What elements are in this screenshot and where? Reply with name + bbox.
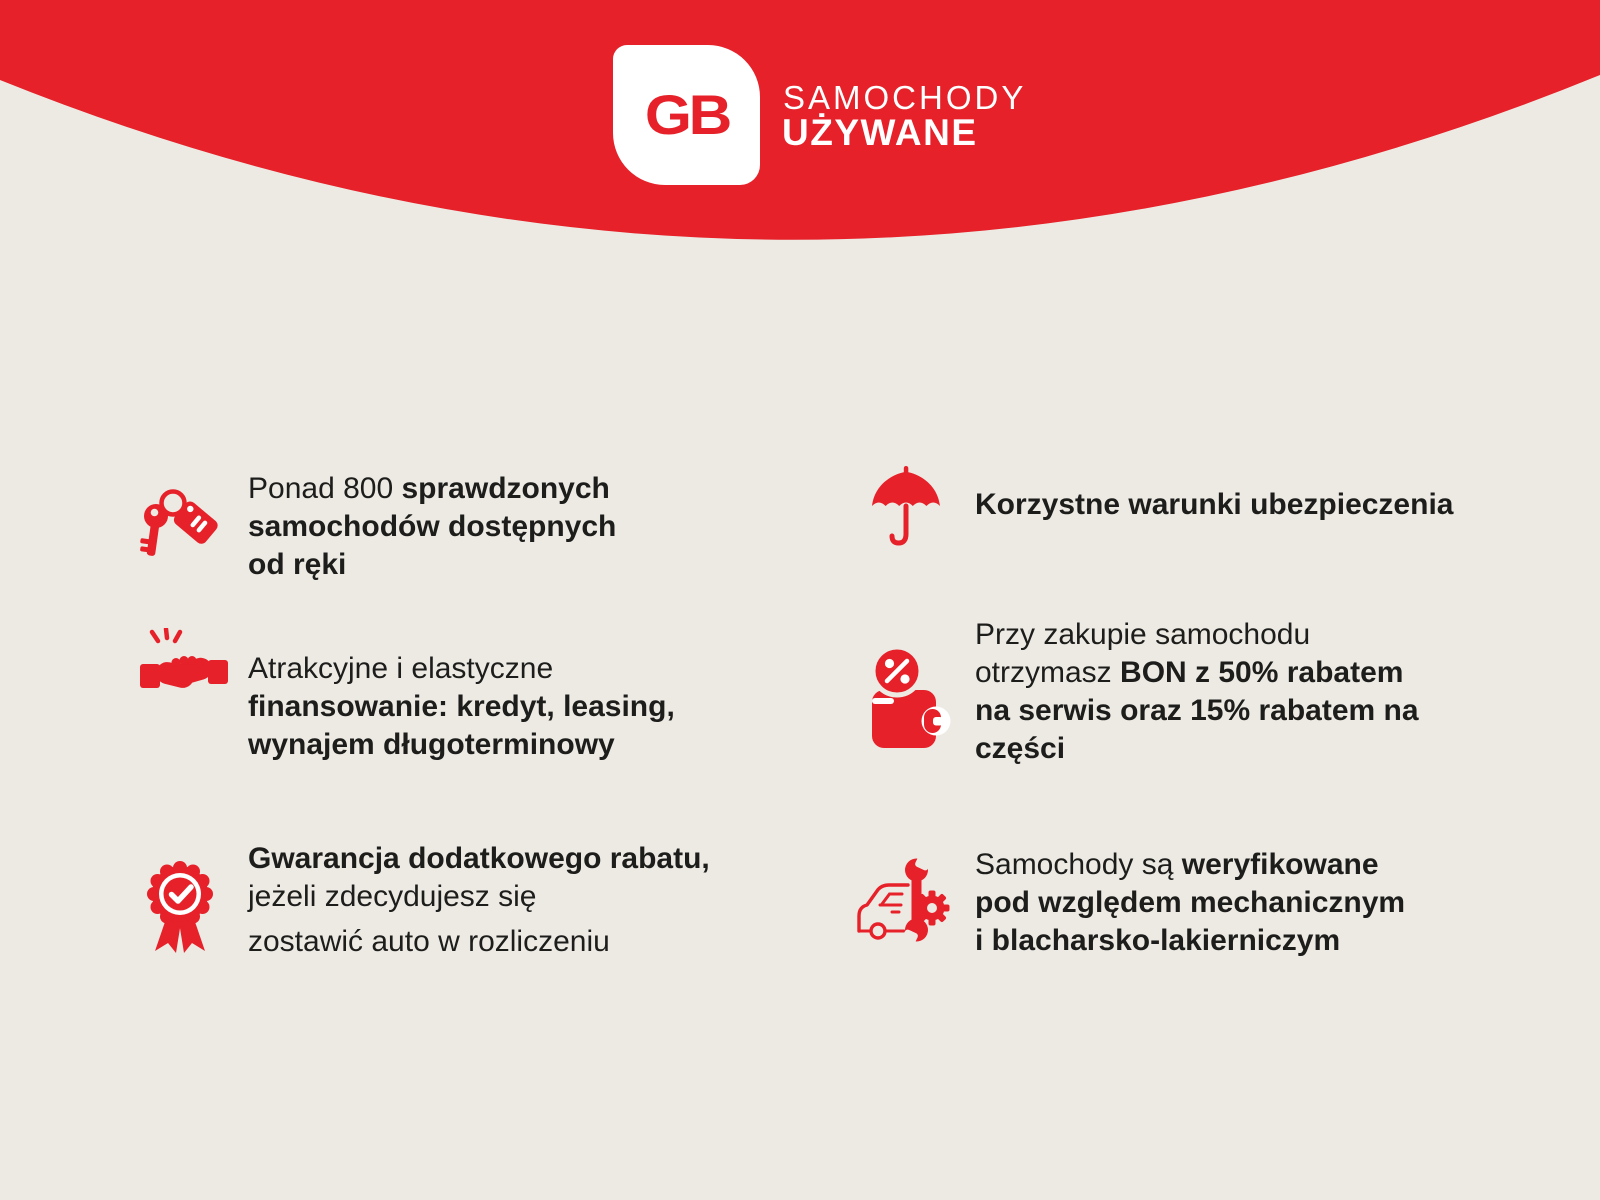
feature-text-regular: jeżeli zdecydujesz się (248, 880, 537, 913)
handshake-icon (140, 628, 228, 721)
feature-text-line (975, 846, 1405, 884)
award-ribbon-icon (142, 854, 218, 967)
feature-text-bold: weryfikowane (1181, 848, 1379, 881)
feature-text-bold: Gwarancja dodatkowego rabatu, (248, 842, 710, 875)
feature-text-bold: samochodów dostępnych (248, 510, 617, 543)
feature-text-bold: BON z 50% rabatem (1120, 656, 1404, 689)
gb-logo-monogram: GB (644, 82, 729, 146)
wallet-percent-icon (870, 646, 958, 755)
feature-financing-text (248, 650, 675, 764)
car-service-icon (856, 852, 956, 951)
brand-uzywane-label: UŻYWANE (782, 112, 978, 153)
feature-text-line (975, 922, 1405, 960)
feature-text-line (248, 923, 710, 961)
feature-text-bold: części (975, 732, 1066, 765)
feature-verification-text (975, 846, 1405, 960)
feature-text-regular: Przy zakupie samochodu (975, 618, 1311, 651)
feature-text-regular: Atrakcyjne i elastyczne (248, 652, 554, 685)
feature-text-line (248, 726, 675, 764)
feature-text-regular: Samochody są (975, 848, 1182, 881)
feature-text-bold: od ręki (248, 548, 347, 581)
gb-logo (613, 45, 760, 185)
feature-text-line (975, 654, 1419, 692)
feature-inventory-text (248, 470, 616, 584)
brand-samochody-label: SAMOCHODY (783, 79, 1027, 116)
feature-text-line (248, 650, 675, 688)
header-red-curve (0, 0, 1600, 410)
feature-text-line (248, 840, 710, 878)
feature-text-line (248, 470, 616, 508)
feature-text-line (248, 878, 710, 916)
feature-text-bold: na serwis oraz 15% rabatem na (975, 694, 1419, 727)
feature-text-line (975, 884, 1405, 922)
feature-text-bold: wynajem długoterminowy (248, 728, 615, 761)
feature-text-regular: Ponad 800 (248, 472, 402, 505)
feature-text-regular: otrzymasz (975, 656, 1121, 689)
feature-text-line (248, 508, 616, 546)
feature-text-bold: finansowanie: kredyt, leasing, (248, 690, 675, 723)
feature-text-bold: Korzystne warunki ubezpieczenia (975, 488, 1454, 521)
umbrella-icon (868, 466, 944, 557)
feature-insurance-text (975, 486, 1453, 524)
feature-text-line (975, 486, 1453, 524)
feature-voucher-text (975, 616, 1419, 768)
key-tag-icon (140, 488, 224, 565)
feature-text-bold: sprawdzonych (401, 472, 610, 505)
feature-text-line (975, 692, 1419, 730)
feature-guarantee-text (248, 840, 710, 961)
feature-text-bold: i blacharsko-lakierniczym (975, 924, 1341, 957)
feature-text-line (975, 616, 1419, 654)
feature-text-line (248, 688, 675, 726)
feature-text-bold: pod względem mechanicznym (975, 886, 1406, 919)
feature-text-line (248, 546, 616, 584)
feature-text-line (975, 730, 1419, 768)
feature-text-regular: zostawić auto w rozliczeniu (248, 925, 610, 958)
